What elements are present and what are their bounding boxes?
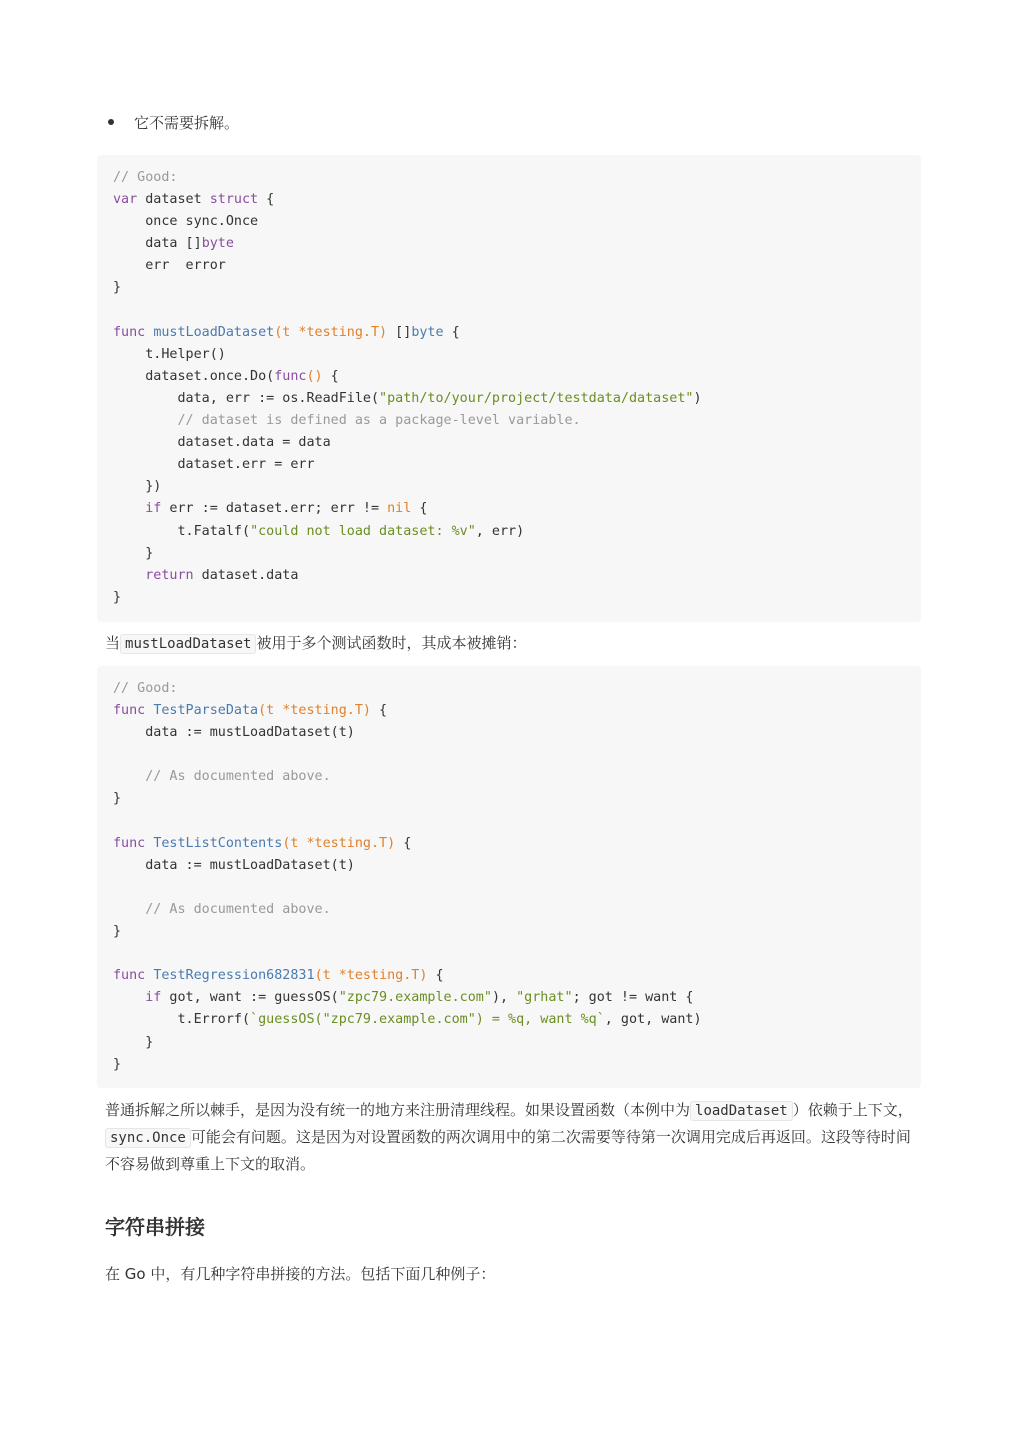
paragraph-teardown: 普通拆解之所以棘手，是因为没有统一的地方来注册清理线程。如果设置函数（本例中为 loadDataset ）依赖于上下文，sync.Once 可能会有问题。这是因为对设置函数的两次调用中的第二次需要等待第一次调用完成后再返回。这段等待时间不容易做到尊重上下文的取消。: [105, 1101, 913, 1173]
paragraph-string-concat: 在 Go 中，有几种字符串拼接的方法。包括下面几种例子：: [105, 1265, 496, 1283]
inline-code-sync-once: sync.Once: [105, 1128, 191, 1148]
code-content: // Good: var dataset struct { once sync.Once data []byte err error } func mustLoadDataset(t *testing.T) []byte { t.Helper() dataset.once.Do(func() { data, err := os.ReadFile("path/to/your/project/testdata/dataset") // dataset is defined as a package-level variable. dataset.data = data dataset.err = err }) if err := dataset.err; err != nil { t.Fatalf("could not load dataset: %v", err) } return dataset.data }: [113, 170, 702, 605]
bullet-item: [105, 112, 239, 134]
inline-code-mustloaddataset: mustLoadDataset: [120, 634, 256, 654]
code-block-dataset: [97, 155, 921, 622]
bullet-text: 它不需要拆解。: [134, 114, 240, 132]
section-heading: 字符串拼接: [105, 1215, 205, 1239]
code-block-tests: [97, 666, 921, 1088]
paragraph-amortized: 当 mustLoadDataset 被用于多个测试函数时，其成本被摊销：: [105, 634, 527, 652]
code-content: // Good: func TestParseData(t *testing.T) { data := mustLoadDataset(t) // As documented above. } func TestListContents(t *testing.T) { data := mustLoadDataset(t) // As documented above. } func TestRegression682831(t *testing.T) { if got, want := guessOS("zpc79.example.com"), "grhat"; got != want { t.Errorf(`guessOS("zpc79.example.com") = %q, want %q`, got, want) } }: [113, 681, 702, 1072]
bullet-dot-icon: [108, 119, 114, 125]
inline-code-loaddataset: loadDataset: [690, 1101, 793, 1121]
